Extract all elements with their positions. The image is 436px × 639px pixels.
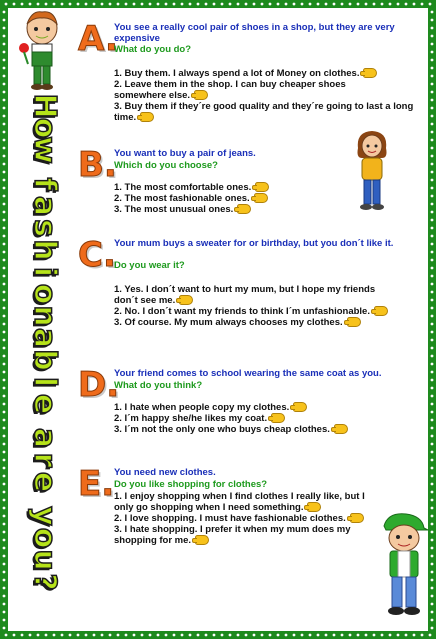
vertical-title (14, 95, 74, 593)
question-text: You see a really cool pair of shoes in a shop, but they are very expensive (114, 22, 395, 44)
option-3[interactable]: 3. I´m not the only one who buys cheap clothes. (114, 424, 330, 435)
option-2[interactable]: 2. I´m happy she/he likes my coat. (114, 413, 268, 424)
question-subtitle: Do you like shopping for clothes? (114, 479, 268, 490)
question-letter: C. (78, 235, 116, 275)
title-letter: e (27, 471, 62, 493)
pointing-hand-icon (350, 513, 364, 523)
title-letter: i (27, 266, 62, 278)
title-letter: l (27, 376, 62, 388)
option-1[interactable]: 1. Buy them. I always spend a lot of Money on clothes. (114, 68, 360, 79)
options-list (114, 402, 414, 435)
question-e (78, 464, 418, 567)
question-subtitle: What do you think? (114, 380, 203, 391)
question-letter: A. (78, 19, 118, 59)
option-3[interactable]: 3. Buy them if they´re good quality and they´re going to last a long time. (114, 101, 414, 123)
title-letter: o (27, 117, 62, 139)
question-c (78, 235, 418, 338)
title-letter: y (27, 506, 62, 526)
option-3[interactable]: 3. The most unusual ones. (114, 204, 234, 215)
title-letter: s (27, 219, 62, 237)
option-2[interactable]: 2. I love shopping. I must have fashionable clothes. (114, 513, 346, 524)
title-letter: H (27, 93, 62, 119)
question-text: Your friend comes to school wearing the same coat as you. (114, 368, 382, 379)
title-letter: r (27, 452, 62, 468)
boy-with-flower-illustration (14, 8, 70, 92)
question-text: You want to buy a pair of jeans. (114, 148, 256, 159)
question-text: You need new clothes. (114, 467, 216, 478)
pointing-hand-icon (179, 295, 193, 305)
options-list (114, 182, 334, 215)
title-letter: n (27, 305, 62, 327)
options-list (114, 284, 414, 328)
title-letter: e (27, 393, 62, 415)
title-letter: a (27, 327, 62, 349)
option-1[interactable]: 1. Yes. I don´t want to hurt my mum, but I hope my friends don´t see me. (114, 284, 376, 306)
title-letter: b (27, 349, 62, 371)
question-a (78, 19, 418, 132)
pointing-hand-icon (293, 402, 307, 412)
pointing-hand-icon (195, 535, 209, 545)
question-b (78, 145, 418, 228)
option-2[interactable]: 2. Leave them in the shop. I can buy cheaper shoes somewhere else. (114, 79, 346, 101)
question-subtitle: Do you wear it? (114, 260, 185, 271)
option-1[interactable]: 1. The most comfortable ones. (114, 182, 252, 193)
pointing-hand-icon (255, 182, 269, 192)
title-letter: o (27, 283, 62, 305)
title-letter: h (27, 239, 62, 261)
question-letter: D. (78, 365, 120, 405)
pointing-hand-icon (194, 90, 208, 100)
option-2[interactable]: 2. No. I don´t want my friends to think I´m unfashionable. (114, 306, 370, 317)
pointing-hand-icon (140, 112, 154, 122)
pointing-hand-icon (347, 317, 361, 327)
question-subtitle: Which do you choose? (114, 160, 218, 171)
pointing-hand-icon (334, 424, 348, 434)
option-1[interactable]: 1. I enjoy shopping when I find clothes I really like, but I only go shopping when I need something. (114, 491, 365, 513)
question-letter: E. (78, 464, 115, 504)
pointing-hand-icon (271, 413, 285, 423)
title-letter: ? (27, 573, 62, 591)
question-subtitle: What do you do? (114, 44, 192, 55)
pointing-hand-icon (363, 68, 377, 78)
option-1[interactable]: 1. I hate when people copy my clothes. (114, 402, 290, 413)
pointing-hand-icon (237, 204, 251, 214)
title-letter: a (27, 427, 62, 449)
options-list (114, 68, 414, 123)
option-3[interactable]: 3. I hate shopping. I prefer it when my mum does my shopping for me. (114, 524, 351, 546)
title-letter: u (27, 549, 62, 571)
option-3[interactable]: 3. Of course. My mum always chooses my clothes. (114, 317, 343, 328)
title-letter: w (27, 136, 62, 164)
pointing-hand-icon (254, 193, 268, 203)
options-list (114, 491, 384, 546)
question-text: Your mum buys a sweater for or birthday, but you don´t like it. (114, 238, 394, 249)
question-letter: B. (78, 145, 117, 185)
question-d (78, 365, 418, 448)
title-letter: a (27, 195, 62, 217)
pointing-hand-icon (307, 502, 321, 512)
option-2[interactable]: 2. The most fashionable ones. (114, 193, 250, 204)
title-letter: f (27, 177, 62, 191)
pointing-hand-icon (374, 306, 388, 316)
title-letter: o (27, 527, 62, 549)
